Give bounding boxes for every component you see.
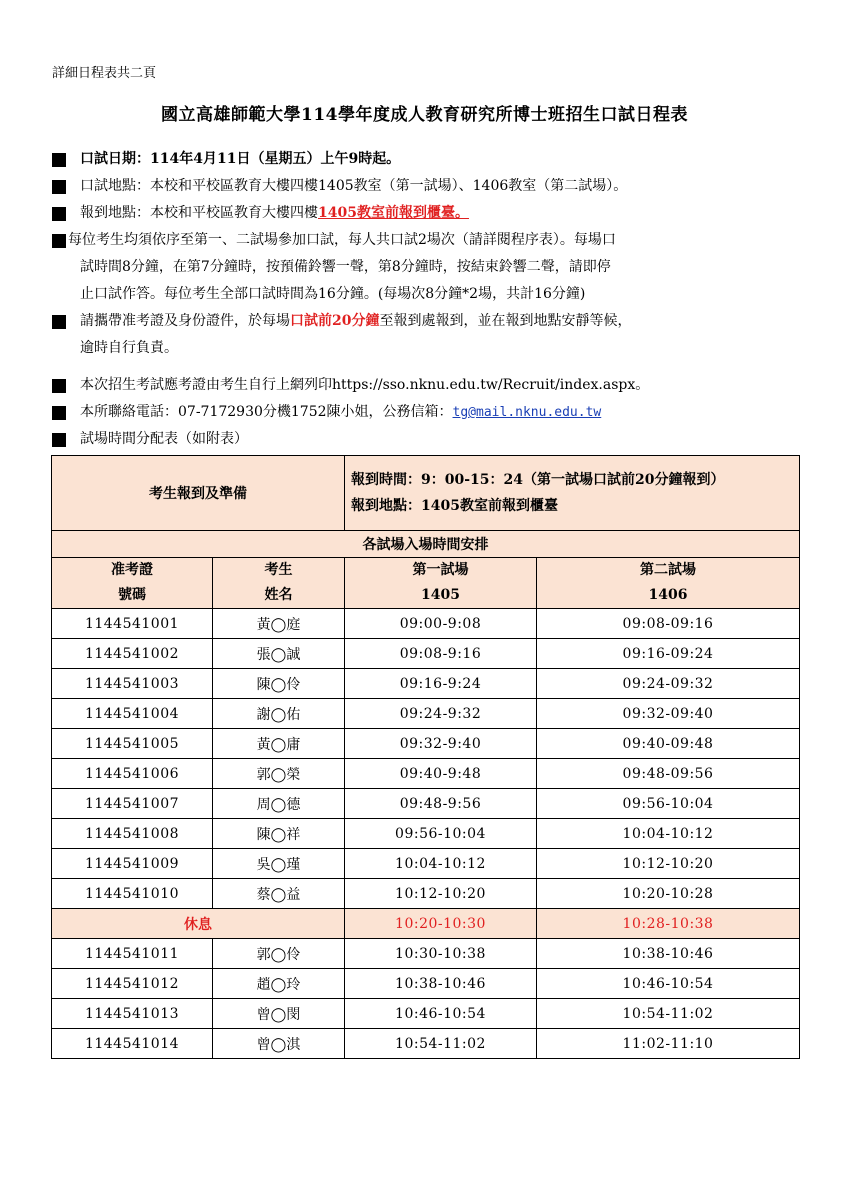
- square-bullet-icon: [52, 315, 66, 329]
- room-1-time-cell: 09:40-9:48: [345, 759, 537, 789]
- rest-room-2: 10:28-10:38: [537, 909, 800, 939]
- room-1-time-cell: 10:30-10:38: [345, 939, 537, 969]
- exam-id-cell: 1144541003: [52, 669, 213, 699]
- table-row: [52, 999, 800, 1029]
- square-bullet-icon: [52, 234, 66, 248]
- table-row: [52, 759, 800, 789]
- bullet-contact: [52, 399, 812, 426]
- bullet-exam-location: [52, 173, 812, 200]
- candidate-name-cell: 郭◯榮: [213, 759, 345, 789]
- header-room-1: 第一試場 1405: [345, 558, 537, 609]
- bullet-allocation: [52, 426, 812, 453]
- room-1-time-cell: 09:32-9:40: [345, 729, 537, 759]
- candidate-name-cell: 黃◯庭: [213, 609, 345, 639]
- square-bullet-icon: [52, 379, 66, 393]
- exam-id-cell: 1144541014: [52, 1029, 213, 1059]
- report-location-text: 報到地點：本校和平校區教育大樓四樓: [80, 205, 318, 221]
- room-1-time-cell: 10:12-10:20: [345, 879, 537, 909]
- table-row: [52, 1029, 800, 1059]
- bullet-bring-documents: [52, 308, 812, 362]
- rules-line-3: 止口試作答。每位考生全部口試時間為16分鐘。(每場次8分鐘*2場，共計16分鐘): [80, 286, 586, 302]
- room-1-time-cell: 09:24-9:32: [345, 699, 537, 729]
- room-1-time-cell: 10:38-10:46: [345, 969, 537, 999]
- square-bullet-icon: [52, 180, 66, 194]
- exam-id-cell: 1144541006: [52, 759, 213, 789]
- table-row: [52, 939, 800, 969]
- bring-text-prefix: 請攜帶准考證及身份證件，於每場: [80, 313, 290, 329]
- room-2-time-cell: 10:46-10:54: [537, 969, 800, 999]
- contact-text: 本所聯絡電話：07-7172930分機1752陳小姐，公務信箱：: [80, 404, 453, 420]
- candidate-name-cell: 蔡◯益: [213, 879, 345, 909]
- table-row: [52, 849, 800, 879]
- square-bullet-icon: [52, 153, 66, 167]
- bullet-exam-date: [52, 146, 812, 173]
- room-1-time-cell: 09:48-9:56: [345, 789, 537, 819]
- candidate-name-cell: 曾◯淇: [213, 1029, 345, 1059]
- table-row: [52, 819, 800, 849]
- prep-place: 報到地點：1405教室前報到櫃臺: [351, 498, 558, 514]
- candidate-name-cell: 吳◯瑾: [213, 849, 345, 879]
- square-bullet-icon: [52, 433, 66, 447]
- report-location-highlight: 1405教室前報到櫃臺。: [318, 205, 469, 221]
- prep-details: [345, 456, 800, 531]
- candidate-name-cell: 郭◯伶: [213, 939, 345, 969]
- exam-id-cell: 1144541008: [52, 819, 213, 849]
- bring-text-suffix: 至報到處報到，並在報到地點安靜等候，: [379, 313, 632, 329]
- allocation-text: 試場時間分配表（如附表）: [80, 431, 248, 447]
- exam-id-cell: 1144541002: [52, 639, 213, 669]
- schedule-table: [51, 455, 800, 1059]
- table-row: [52, 729, 800, 759]
- room-2-time-cell: 09:40-09:48: [537, 729, 800, 759]
- prep-row: [52, 456, 800, 531]
- square-bullet-icon: [52, 207, 66, 221]
- bring-text-highlight: 口試前20分鐘: [290, 313, 380, 329]
- room-1-time-cell: 09:00-9:08: [345, 609, 537, 639]
- room-2-time-cell: 09:56-10:04: [537, 789, 800, 819]
- table-row: [52, 789, 800, 819]
- exam-id-cell: 1144541012: [52, 969, 213, 999]
- exam-id-cell: 1144541010: [52, 879, 213, 909]
- room-2-time-cell: 09:08-09:16: [537, 609, 800, 639]
- column-header-row: [52, 558, 800, 609]
- room-1-time-cell: 09:16-9:24: [345, 669, 537, 699]
- room-2-time-cell: 10:54-11:02: [537, 999, 800, 1029]
- room-1-time-cell: 10:46-10:54: [345, 999, 537, 1029]
- candidate-name-cell: 謝◯佑: [213, 699, 345, 729]
- rest-room-1: 10:20-10:30: [345, 909, 537, 939]
- room-2-time-cell: 09:48-09:56: [537, 759, 800, 789]
- table-row: [52, 879, 800, 909]
- page-count-note: 詳細日程表共二頁: [52, 66, 157, 81]
- exam-id-cell: 1144541009: [52, 849, 213, 879]
- section-title-row: [52, 531, 800, 558]
- table-row: [52, 609, 800, 639]
- room-2-time-cell: 10:12-10:20: [537, 849, 800, 879]
- bullet-admission-ticket: [52, 372, 812, 399]
- room-2-time-cell: 10:38-10:46: [537, 939, 800, 969]
- exam-date-text: 口試日期：114年4月11日（星期五）上午9時起。: [80, 151, 401, 167]
- room-1-time-cell: 09:56-10:04: [345, 819, 537, 849]
- room-1-time-cell: 09:08-9:16: [345, 639, 537, 669]
- table-row: [52, 699, 800, 729]
- table-row: [52, 639, 800, 669]
- contact-email-link[interactable]: tg@mail.nknu.edu.tw: [452, 405, 602, 420]
- exam-id-cell: 1144541007: [52, 789, 213, 819]
- room-2-time-cell: 09:24-09:32: [537, 669, 800, 699]
- exam-id-cell: 1144541001: [52, 609, 213, 639]
- candidate-name-cell: 黃◯庸: [213, 729, 345, 759]
- bullet-report-location: [52, 200, 812, 227]
- candidate-name-cell: 陳◯伶: [213, 669, 345, 699]
- room-2-time-cell: 09:16-09:24: [537, 639, 800, 669]
- candidate-name-cell: 張◯誠: [213, 639, 345, 669]
- exam-id-cell: 1144541011: [52, 939, 213, 969]
- room-2-time-cell: 10:20-10:28: [537, 879, 800, 909]
- header-exam-id: 准考證 號碼: [52, 558, 213, 609]
- prep-label: 考生報到及準備: [52, 456, 345, 531]
- candidate-name-cell: 陳◯祥: [213, 819, 345, 849]
- schedule-rows-second: [52, 939, 800, 1059]
- section-title: 各試場入場時間安排: [52, 531, 800, 558]
- room-2-time-cell: 10:04-10:12: [537, 819, 800, 849]
- prep-time: 報到時間：9：00-15：24（第一試場口試前20分鐘報到）: [351, 472, 725, 488]
- bring-text-line-2: 逾時自行負責。: [80, 340, 178, 356]
- exam-id-cell: 1144541005: [52, 729, 213, 759]
- candidate-name-cell: 趙◯玲: [213, 969, 345, 999]
- exam-id-cell: 1144541004: [52, 699, 213, 729]
- bullet-exam-rules: [52, 227, 812, 308]
- rest-label: 休息: [52, 909, 345, 939]
- admission-text: 本次招生考試應考證由考生自行上網列印https://sso.nknu.edu.tw/Recruit/index.aspx。: [80, 377, 650, 393]
- schedule-rows-first: [52, 609, 800, 909]
- table-row: [52, 669, 800, 699]
- candidate-name-cell: 周◯德: [213, 789, 345, 819]
- header-candidate-name: 考生 姓名: [213, 558, 345, 609]
- candidate-name-cell: 曾◯閔: [213, 999, 345, 1029]
- rules-line-2: 試時間8分鐘，在第7分鐘時，按預備鈴響一聲，第8分鐘時，按結束鈴響二聲，請即停: [80, 259, 611, 275]
- square-bullet-icon: [52, 406, 66, 420]
- header-room-2: 第二試場 1406: [537, 558, 800, 609]
- notice-list: [52, 146, 812, 453]
- room-1-time-cell: 10:54-11:02: [345, 1029, 537, 1059]
- room-2-time-cell: 11:02-11:10: [537, 1029, 800, 1059]
- table-row: [52, 969, 800, 999]
- exam-id-cell: 1144541013: [52, 999, 213, 1029]
- rules-line-1: 每位考生均須依序至第一、二試場參加口試，每人共口試2場次（請詳閱程序表）。每場口: [68, 232, 616, 248]
- exam-location-text: 口試地點：本校和平校區教育大樓四樓1405教室（第一試場）、1406教室（第二試場）。: [80, 178, 628, 194]
- rest-row: [52, 909, 800, 939]
- room-2-time-cell: 09:32-09:40: [537, 699, 800, 729]
- room-1-time-cell: 10:04-10:12: [345, 849, 537, 879]
- document-title: 國立高雄師範大學114學年度成人教育研究所博士班招生口試日程表: [161, 105, 688, 125]
